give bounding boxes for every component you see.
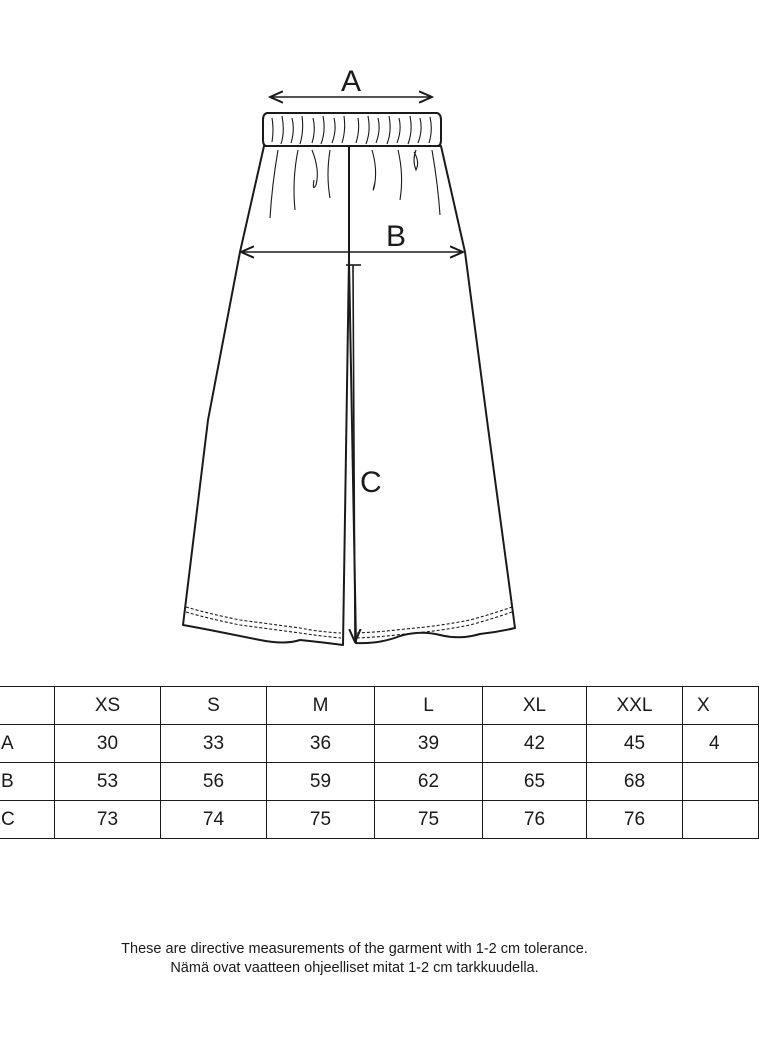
table-cell: 68 xyxy=(587,763,683,801)
size-header-clipped: X xyxy=(683,687,759,725)
size-header-s: S xyxy=(161,687,267,725)
table-cell: 36 xyxy=(267,725,375,763)
waistband xyxy=(263,113,441,146)
measurement-row-c xyxy=(0,801,759,839)
table-cell: 42 xyxy=(483,725,587,763)
tolerance-note-finnish: Nämä ovat vaatteen ohjeelliset mitat 1-2 cm tarkkuudella. xyxy=(170,960,539,976)
pants-outline xyxy=(183,113,515,645)
table-cell: 73 xyxy=(55,801,161,839)
size-header-row xyxy=(0,687,759,725)
label-b: B xyxy=(385,220,407,253)
table-cell xyxy=(683,801,759,839)
measurement-a xyxy=(270,65,432,98)
label-a: A xyxy=(340,65,362,98)
size-header-m: M xyxy=(267,687,375,725)
size-chart-table xyxy=(0,686,759,839)
table-cell: 74 xyxy=(161,801,267,839)
table-cell: 56 xyxy=(161,763,267,801)
table-cell: 76 xyxy=(483,801,587,839)
measurement-row-b xyxy=(0,763,759,801)
table-cell: 39 xyxy=(375,725,483,763)
table-cell: 33 xyxy=(161,725,267,763)
header-corner-cell xyxy=(0,687,55,725)
table-cell: 53 xyxy=(55,763,161,801)
measurement-row-a xyxy=(0,725,759,763)
table-cell: 45 xyxy=(587,725,683,763)
size-header-xs: XS xyxy=(55,687,161,725)
row-label-a: A xyxy=(0,725,55,763)
table-cell: 76 xyxy=(587,801,683,839)
table-cell: 75 xyxy=(375,801,483,839)
table-cell: 4 xyxy=(683,725,759,763)
right-leg xyxy=(349,146,515,643)
row-label-b: B xyxy=(0,763,55,801)
table-cell: 75 xyxy=(267,801,375,839)
label-c: C xyxy=(360,466,382,499)
row-label-c: C xyxy=(0,801,55,839)
size-header-xl: XL xyxy=(483,687,587,725)
size-header-l: L xyxy=(375,687,483,725)
table-cell: 62 xyxy=(375,763,483,801)
tolerance-note-english: These are directive measurements of the garment with 1-2 cm tolerance. xyxy=(121,941,588,957)
table-cell: 65 xyxy=(483,763,587,801)
left-leg xyxy=(183,146,349,645)
table-cell: 30 xyxy=(55,725,161,763)
table-cell xyxy=(683,763,759,801)
table-cell: 59 xyxy=(267,763,375,801)
size-header-xxl: XXL xyxy=(587,687,683,725)
